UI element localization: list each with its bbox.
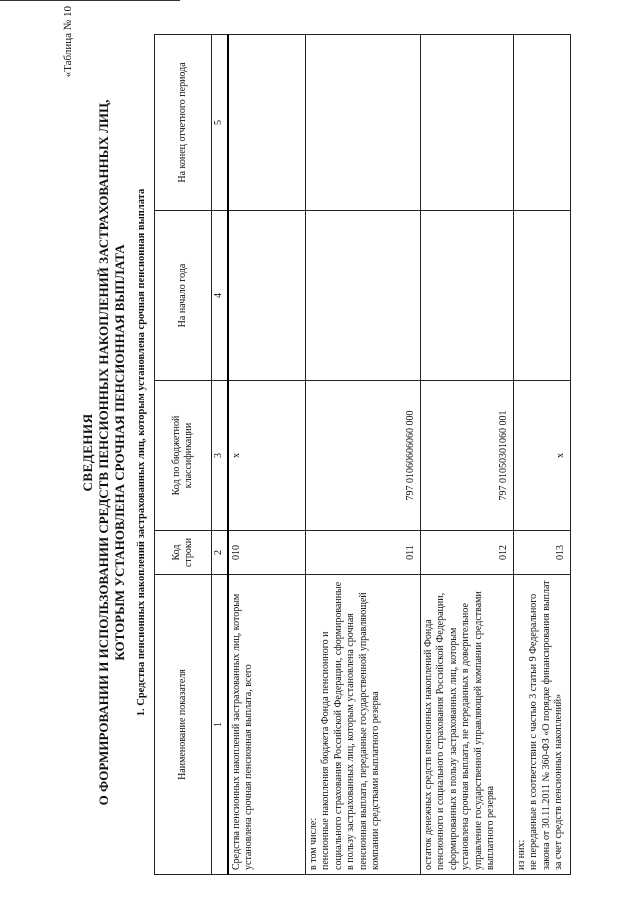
row-name: остаток денежных средств пенсионных накоплений Фонда пенсионного и социального страхования Российской Федерации, сформированных в пользу застрахованных лиц, которым установлена срочная выплата, не переданных в доверительное управление государственной управляющей компании средствами выплатного резерва	[420, 575, 513, 875]
column-number: 3	[212, 381, 228, 531]
row-end-value	[513, 35, 570, 211]
row-code: 011	[305, 531, 420, 575]
row-code: 012	[420, 531, 513, 575]
table-number-note: «Таблица № 10	[62, 6, 74, 78]
row-end-value	[305, 35, 420, 211]
table-row	[513, 35, 570, 875]
header-indicator-name: Наименование показателя	[155, 575, 212, 875]
header-budget-code: Код по бюджетной классификации	[155, 381, 212, 531]
row-code: 013	[513, 531, 570, 575]
row-start-value	[228, 211, 306, 381]
indicators-table	[154, 34, 571, 875]
row-name-cell	[513, 575, 570, 875]
document-subtitle-line-1: О ФОРМИРОВАНИИ И ИСПОЛЬЗОВАНИИ СРЕДСТВ ПЕНСИОННЫХ НАКОПЛЕНИЙ ЗАСТРАХОВАННЫХ ЛИЦ,	[96, 99, 111, 806]
row-prefix: в том числе:	[307, 817, 319, 870]
row-budget-code: x	[513, 381, 570, 531]
header-start-of-year: На начало года	[155, 211, 212, 381]
column-number-row	[212, 35, 228, 875]
row-end-value	[228, 35, 306, 211]
row-name: не переданные в соответствии с частью 3 статьи 9 Федерального закона от 30.11.2011 № 360-ФЗ «О порядке финансирования выплат за счет средств пенсионных накоплений»	[528, 580, 564, 870]
row-start-value	[420, 211, 513, 381]
column-number: 2	[212, 531, 228, 575]
row-name: пенсионные накопления бюджета Фонда пенсионного и социального страхования Российской Федерации, сформированные в пользу застрахованных лиц, которым установлена срочная пенсионная выплата, переданные государственной управляющей компании средствами выплатного резерва	[320, 581, 381, 870]
row-end-value	[420, 35, 513, 211]
header-row-code: Код строки	[155, 531, 212, 575]
row-start-value	[513, 211, 570, 381]
table-header-row	[155, 35, 212, 875]
row-name: Средства пенсионных накоплений застрахованных лиц, которым установлена срочная пенсионная выплата, всего	[228, 575, 306, 875]
section-title: 1. Средства пенсионных накоплений застрахованных лиц, которым установлена срочная пенсионная выплата	[136, 188, 147, 717]
table-row	[228, 35, 306, 875]
header-end-of-period: На конец отчетного периода	[155, 35, 212, 211]
row-name-cell	[305, 575, 420, 875]
row-budget-code: 797 01060606060 000	[305, 381, 420, 531]
table-row	[420, 35, 513, 875]
row-budget-code: x	[228, 381, 306, 531]
row-budget-code: 797 01050301060 001	[420, 381, 513, 531]
column-number: 5	[212, 35, 228, 211]
document-title: СВЕДЕНИЯ	[80, 413, 95, 492]
column-number: 1	[212, 575, 228, 875]
column-number: 4	[212, 211, 228, 381]
document-subtitle-line-2: КОТОРЫМ УСТАНОВЛЕНА СРОЧНАЯ ПЕНСИОННАЯ ВЫПЛАТА	[112, 244, 127, 661]
table-row	[305, 35, 420, 875]
row-prefix: из них:	[515, 839, 527, 870]
row-start-value	[305, 211, 420, 381]
row-code: 010	[228, 531, 306, 575]
